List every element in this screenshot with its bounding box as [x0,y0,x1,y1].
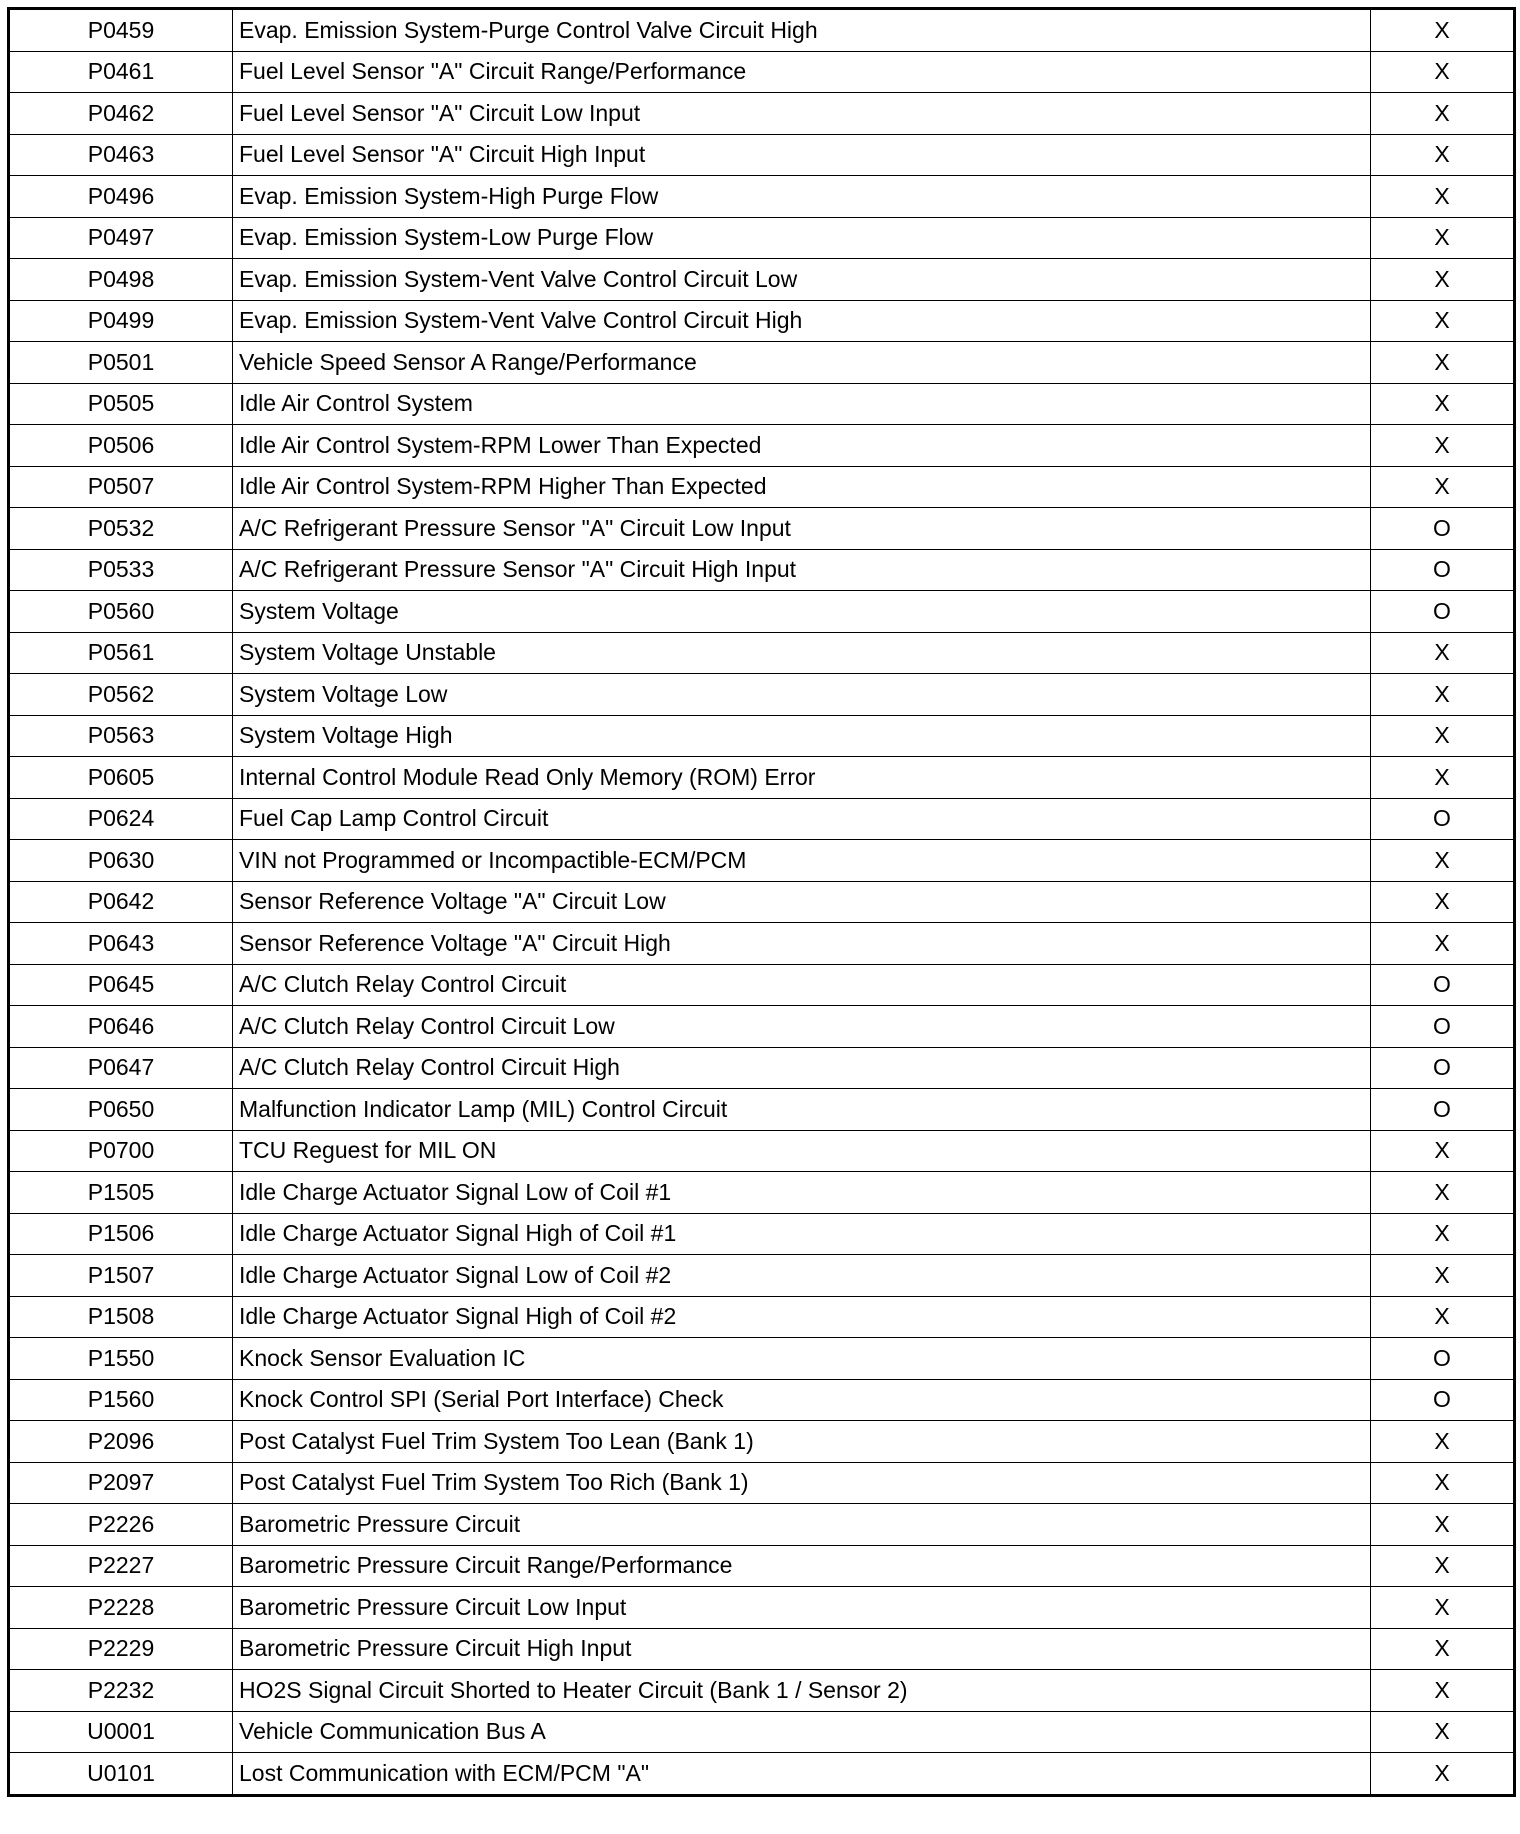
table-row [9,134,1515,176]
dtc-description-cell: Lost Communication with ECM/PCM "A" [233,1753,1371,1796]
table-row [9,591,1515,633]
dtc-code-cell: P2229 [9,1628,233,1670]
dtc-code-cell: P2097 [9,1462,233,1504]
dtc-description-cell: A/C Refrigerant Pressure Sensor "A" Circuit Low Input [233,508,1371,550]
dtc-code-cell: P0459 [9,9,233,52]
dtc-description-cell: System Voltage Unstable [233,632,1371,674]
table-row [9,217,1515,259]
table-row [9,674,1515,716]
table-row [9,840,1515,882]
dtc-description-cell: Fuel Level Sensor "A" Circuit Low Input [233,93,1371,135]
dtc-code-cell: P0563 [9,715,233,757]
dtc-description-cell: Evap. Emission System-Vent Valve Control Circuit High [233,300,1371,342]
table-row [9,1130,1515,1172]
table-row [9,1047,1515,1089]
dtc-flag-cell: O [1371,508,1515,550]
dtc-code-cell: P1506 [9,1213,233,1255]
dtc-code-cell: P2227 [9,1545,233,1587]
dtc-flag-cell: X [1371,1504,1515,1546]
table-row [9,1587,1515,1629]
dtc-description-cell: Sensor Reference Voltage "A" Circuit High [233,923,1371,965]
table-row [9,1089,1515,1131]
dtc-flag-cell: X [1371,466,1515,508]
dtc-flag-cell: X [1371,176,1515,218]
dtc-description-cell: Idle Charge Actuator Signal High of Coil #2 [233,1296,1371,1338]
table-row [9,1545,1515,1587]
dtc-description-cell: Idle Charge Actuator Signal Low of Coil #1 [233,1172,1371,1214]
dtc-description-cell: System Voltage High [233,715,1371,757]
dtc-description-cell: Fuel Level Sensor "A" Circuit High Input [233,134,1371,176]
dtc-description-cell: A/C Refrigerant Pressure Sensor "A" Circuit High Input [233,549,1371,591]
table-row [9,1172,1515,1214]
dtc-flag-cell: X [1371,134,1515,176]
dtc-code-cell: P0505 [9,383,233,425]
dtc-code-cell: U0001 [9,1711,233,1753]
dtc-description-cell: Barometric Pressure Circuit Low Input [233,1587,1371,1629]
dtc-code-cell: P0647 [9,1047,233,1089]
dtc-flag-cell: O [1371,964,1515,1006]
dtc-flag-cell: X [1371,9,1515,52]
dtc-description-cell: A/C Clutch Relay Control Circuit Low [233,1006,1371,1048]
dtc-description-cell: HO2S Signal Circuit Shorted to Heater Circuit (Bank 1 / Sensor 2) [233,1670,1371,1712]
dtc-code-cell: P0463 [9,134,233,176]
table-row [9,1711,1515,1753]
dtc-table-body [9,9,1515,1796]
dtc-description-cell: System Voltage Low [233,674,1371,716]
dtc-flag-cell: X [1371,1172,1515,1214]
table-row [9,964,1515,1006]
dtc-description-cell: Fuel Level Sensor "A" Circuit Range/Performance [233,51,1371,93]
dtc-description-cell: Sensor Reference Voltage "A" Circuit Low [233,881,1371,923]
dtc-flag-cell: X [1371,1213,1515,1255]
table-row [9,1504,1515,1546]
dtc-code-cell: P1505 [9,1172,233,1214]
dtc-description-cell: A/C Clutch Relay Control Circuit [233,964,1371,1006]
dtc-description-cell: Post Catalyst Fuel Trim System Too Rich (Bank 1) [233,1462,1371,1504]
table-row [9,259,1515,301]
dtc-flag-cell: X [1371,881,1515,923]
dtc-code-cell: P2226 [9,1504,233,1546]
dtc-flag-cell: O [1371,1338,1515,1380]
dtc-code-cell: P0700 [9,1130,233,1172]
dtc-description-cell: Idle Charge Actuator Signal Low of Coil #2 [233,1255,1371,1297]
dtc-flag-cell: X [1371,674,1515,716]
table-row [9,715,1515,757]
table-row [9,383,1515,425]
dtc-description-cell: Evap. Emission System-High Purge Flow [233,176,1371,218]
dtc-code-cell: P2232 [9,1670,233,1712]
dtc-flag-cell: O [1371,798,1515,840]
table-row [9,9,1515,52]
dtc-code-cell: P0532 [9,508,233,550]
dtc-flag-cell: X [1371,1753,1515,1796]
dtc-code-cell: P0507 [9,466,233,508]
dtc-flag-cell: O [1371,1006,1515,1048]
dtc-flag-cell: O [1371,549,1515,591]
dtc-flag-cell: X [1371,1587,1515,1629]
dtc-flag-cell: X [1371,342,1515,384]
table-row [9,632,1515,674]
dtc-description-cell: Knock Sensor Evaluation IC [233,1338,1371,1380]
table-row [9,757,1515,799]
dtc-flag-cell: X [1371,259,1515,301]
dtc-code-cell: P1560 [9,1379,233,1421]
dtc-flag-cell: X [1371,757,1515,799]
dtc-description-cell: Idle Charge Actuator Signal High of Coil #1 [233,1213,1371,1255]
dtc-description-cell: VIN not Programmed or Incompactible-ECM/PCM [233,840,1371,882]
table-row [9,1462,1515,1504]
dtc-description-cell: Evap. Emission System-Purge Control Valve Circuit High [233,9,1371,52]
dtc-code-cell: P0642 [9,881,233,923]
table-row [9,342,1515,384]
dtc-code-cell: P2228 [9,1587,233,1629]
table-row [9,1213,1515,1255]
dtc-description-cell: Idle Air Control System-RPM Higher Than Expected [233,466,1371,508]
dtc-flag-cell: X [1371,300,1515,342]
table-row [9,1296,1515,1338]
dtc-flag-cell: X [1371,715,1515,757]
dtc-code-cell: P0506 [9,425,233,467]
dtc-flag-cell: X [1371,1296,1515,1338]
dtc-code-cell: P1550 [9,1338,233,1380]
dtc-table [7,7,1516,1797]
table-row [9,93,1515,135]
dtc-code-cell: P0560 [9,591,233,633]
dtc-code-cell: P0501 [9,342,233,384]
dtc-description-cell: Idle Air Control System-RPM Lower Than Expected [233,425,1371,467]
dtc-description-cell: Fuel Cap Lamp Control Circuit [233,798,1371,840]
dtc-flag-cell: X [1371,632,1515,674]
dtc-flag-cell: X [1371,93,1515,135]
dtc-description-cell: System Voltage [233,591,1371,633]
table-row [9,1421,1515,1463]
dtc-flag-cell: O [1371,1379,1515,1421]
table-row [9,176,1515,218]
dtc-flag-cell: X [1371,923,1515,965]
table-row [9,1753,1515,1796]
table-row [9,1006,1515,1048]
table-row [9,881,1515,923]
dtc-flag-cell: O [1371,591,1515,633]
dtc-code-cell: P0650 [9,1089,233,1131]
dtc-flag-cell: X [1371,383,1515,425]
dtc-description-cell: Barometric Pressure Circuit [233,1504,1371,1546]
dtc-code-cell: P0605 [9,757,233,799]
dtc-description-cell: Barometric Pressure Circuit High Input [233,1628,1371,1670]
table-row [9,300,1515,342]
dtc-flag-cell: X [1371,1711,1515,1753]
dtc-description-cell: Malfunction Indicator Lamp (MIL) Control Circuit [233,1089,1371,1131]
dtc-code-cell: P0499 [9,300,233,342]
dtc-flag-cell: X [1371,425,1515,467]
table-row [9,1670,1515,1712]
dtc-code-cell: P0461 [9,51,233,93]
dtc-code-cell: P0561 [9,632,233,674]
dtc-code-cell: P0496 [9,176,233,218]
dtc-description-cell: A/C Clutch Relay Control Circuit High [233,1047,1371,1089]
table-row [9,923,1515,965]
dtc-flag-cell: X [1371,1545,1515,1587]
dtc-flag-cell: X [1371,1670,1515,1712]
dtc-code-cell: P0497 [9,217,233,259]
dtc-flag-cell: O [1371,1047,1515,1089]
dtc-code-cell: U0101 [9,1753,233,1796]
dtc-code-cell: P0533 [9,549,233,591]
dtc-description-cell: TCU Reguest for MIL ON [233,1130,1371,1172]
dtc-flag-cell: O [1371,1089,1515,1131]
dtc-description-cell: Evap. Emission System-Vent Valve Control Circuit Low [233,259,1371,301]
table-row [9,425,1515,467]
dtc-description-cell: Internal Control Module Read Only Memory (ROM) Error [233,757,1371,799]
dtc-flag-cell: X [1371,1462,1515,1504]
dtc-code-cell: P1508 [9,1296,233,1338]
dtc-description-cell: Evap. Emission System-Low Purge Flow [233,217,1371,259]
dtc-flag-cell: X [1371,217,1515,259]
dtc-code-cell: P0645 [9,964,233,1006]
dtc-description-cell: Knock Control SPI (Serial Port Interface) Check [233,1379,1371,1421]
dtc-description-cell: Idle Air Control System [233,383,1371,425]
table-row [9,798,1515,840]
dtc-code-cell: P2096 [9,1421,233,1463]
dtc-description-cell: Barometric Pressure Circuit Range/Performance [233,1545,1371,1587]
dtc-flag-cell: X [1371,840,1515,882]
dtc-description-cell: Vehicle Communication Bus A [233,1711,1371,1753]
dtc-code-cell: P0562 [9,674,233,716]
dtc-flag-cell: X [1371,1255,1515,1297]
table-row [9,1628,1515,1670]
dtc-flag-cell: X [1371,51,1515,93]
table-row [9,508,1515,550]
dtc-code-cell: P0646 [9,1006,233,1048]
dtc-flag-cell: X [1371,1421,1515,1463]
dtc-code-cell: P0462 [9,93,233,135]
table-row [9,1379,1515,1421]
dtc-code-cell: P0643 [9,923,233,965]
dtc-code-cell: P0624 [9,798,233,840]
dtc-code-cell: P0498 [9,259,233,301]
dtc-code-cell: P1507 [9,1255,233,1297]
dtc-flag-cell: X [1371,1130,1515,1172]
table-row [9,51,1515,93]
dtc-description-cell: Vehicle Speed Sensor A Range/Performance [233,342,1371,384]
dtc-description-cell: Post Catalyst Fuel Trim System Too Lean (Bank 1) [233,1421,1371,1463]
table-row [9,1255,1515,1297]
table-row [9,466,1515,508]
dtc-flag-cell: X [1371,1628,1515,1670]
table-row [9,549,1515,591]
table-row [9,1338,1515,1380]
dtc-code-cell: P0630 [9,840,233,882]
